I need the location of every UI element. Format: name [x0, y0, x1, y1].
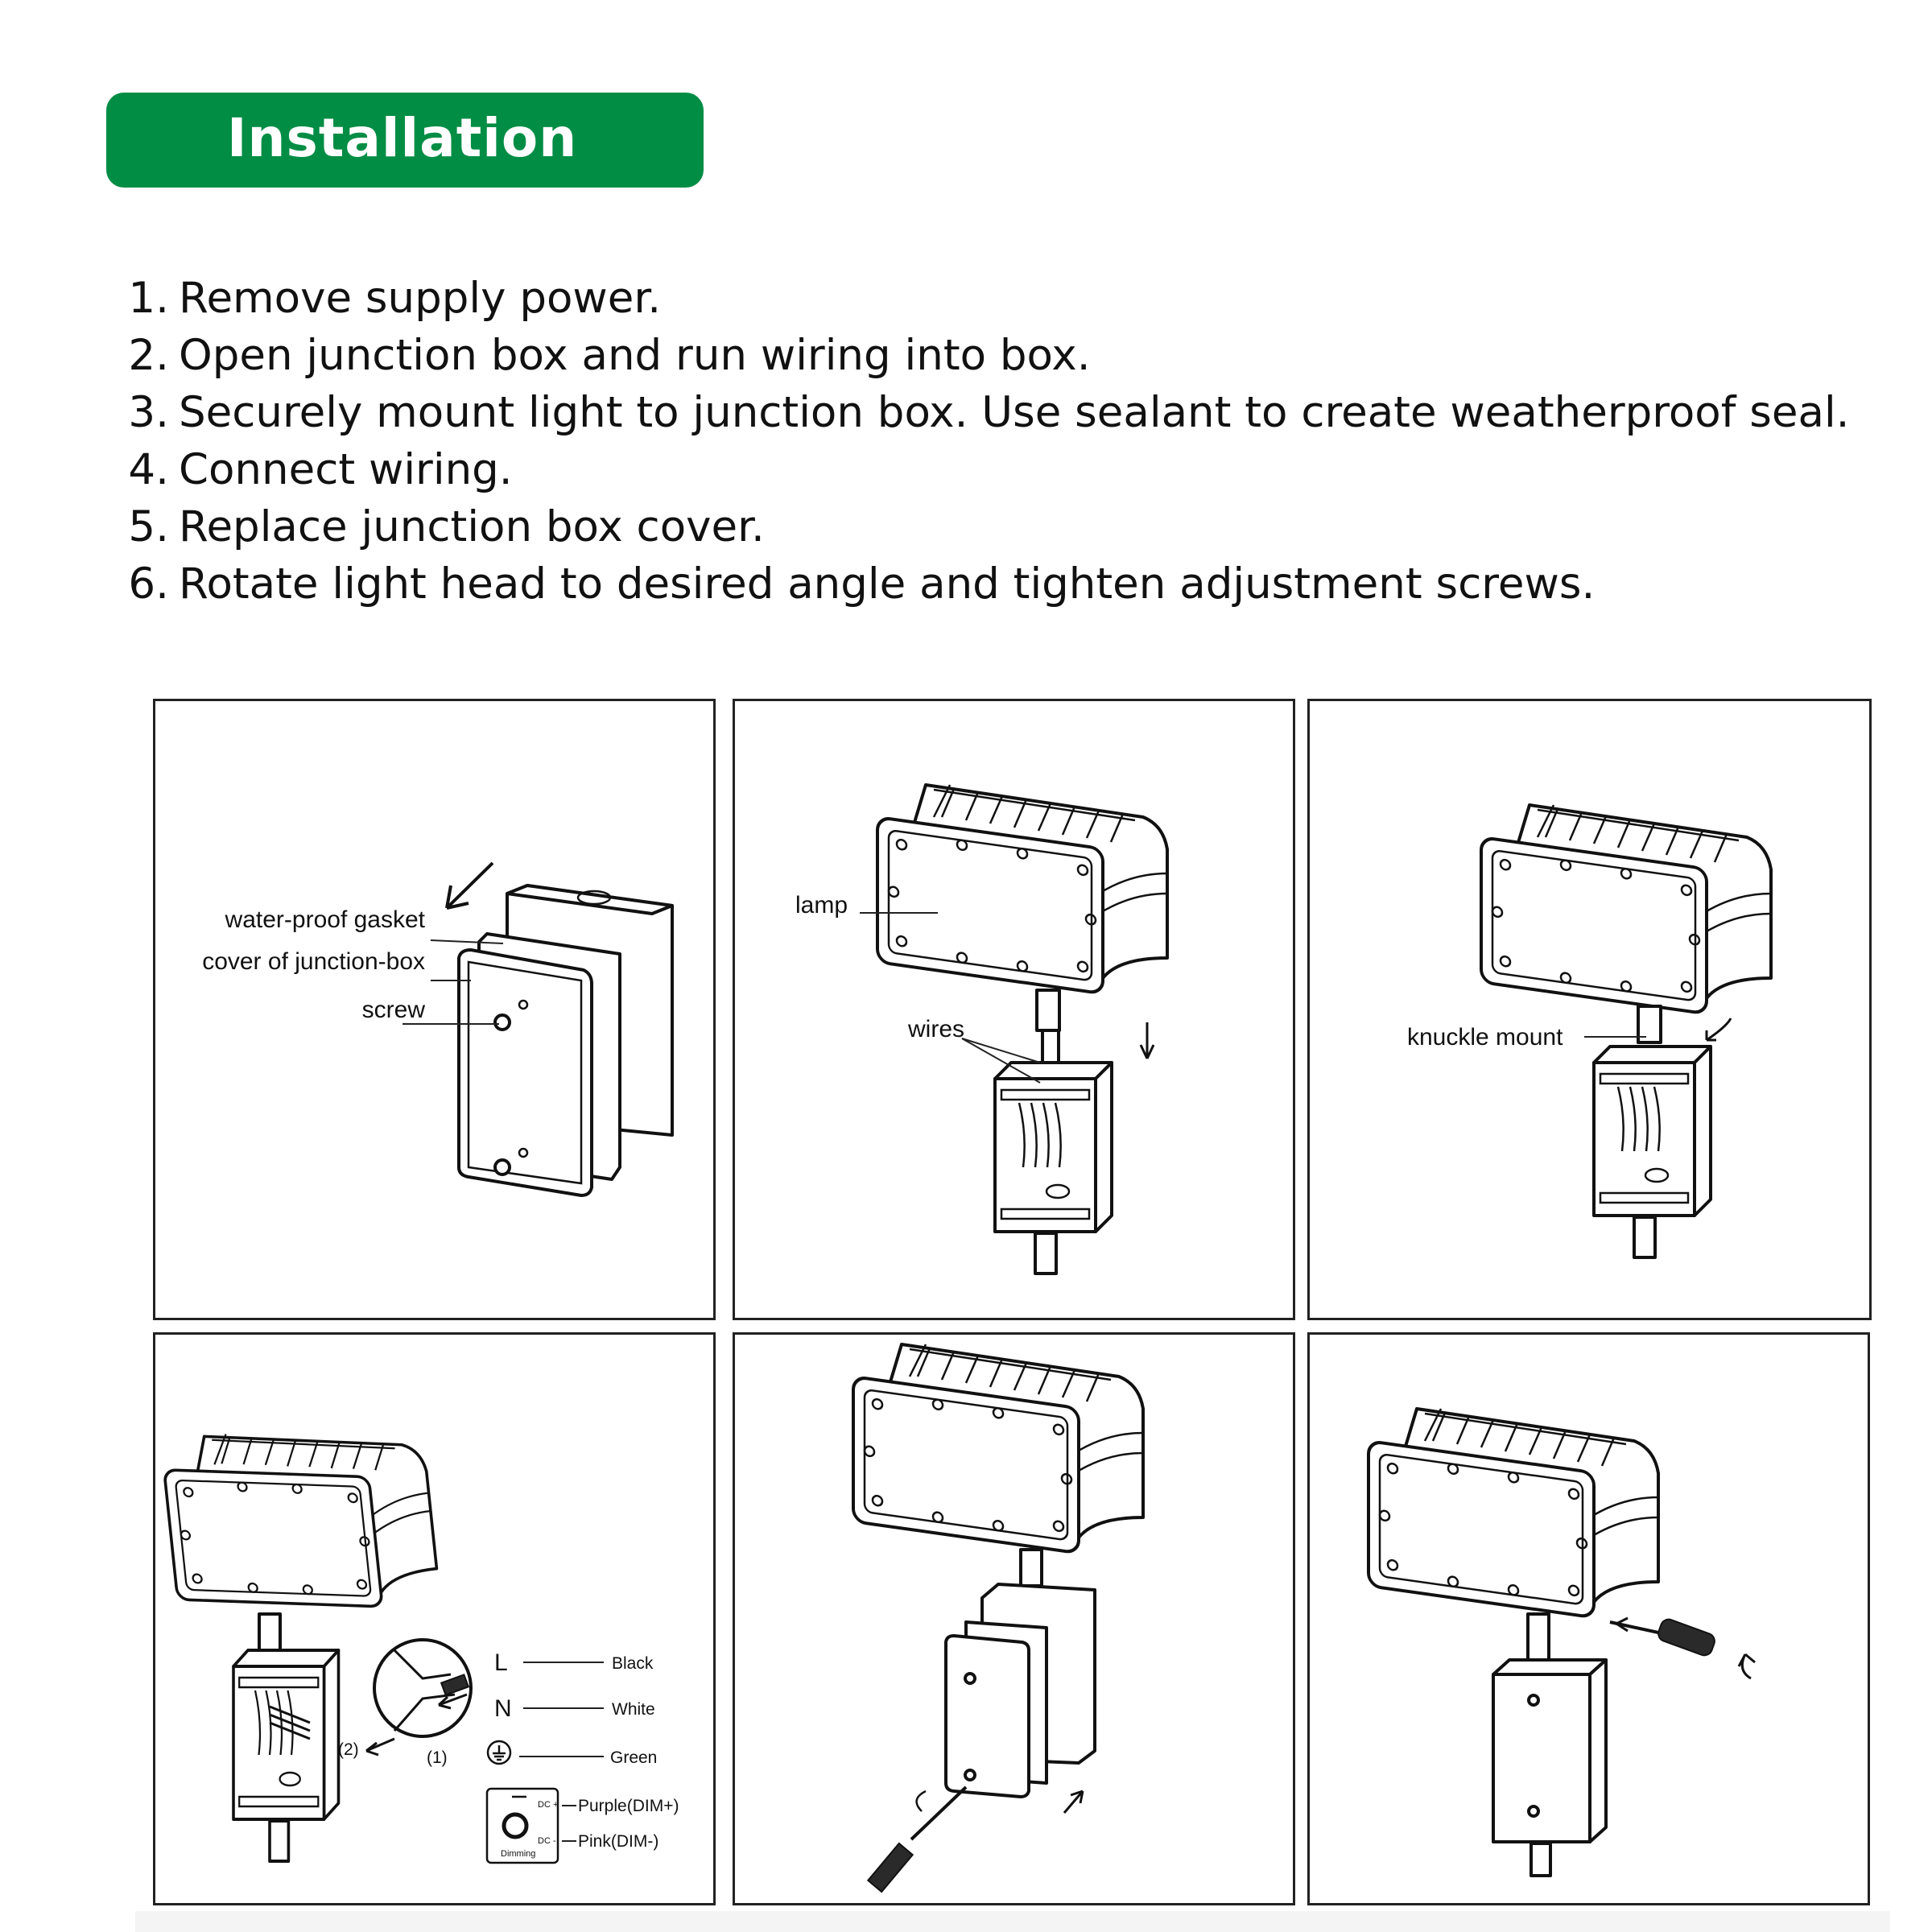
label-junction-cover: cover of junction-box [202, 948, 425, 975]
label-step-2: (2) [338, 1740, 359, 1759]
illustration-remove-cover [447, 863, 672, 1195]
step-number: 6. [128, 559, 169, 609]
label-neutral: N [494, 1695, 512, 1722]
step-number: 3. [128, 388, 169, 437]
label-lamp: lamp [795, 892, 848, 919]
bottom-strip [135, 1911, 1890, 1932]
label-step-1: (1) [427, 1748, 448, 1767]
label-dimming: Dimming [501, 1849, 536, 1859]
label-line: L [494, 1649, 508, 1676]
label-wires: wires [908, 1016, 965, 1042]
illustration-connect-wiring [161, 1414, 558, 1863]
illustration-replace-cover [853, 1344, 1143, 1892]
label-knuckle-mount: knuckle mount [1407, 1024, 1563, 1051]
label-dc-plus: DC + [538, 1800, 559, 1810]
step-number: 5. [128, 502, 169, 551]
section-title: Installation [227, 107, 578, 169]
step-text: Open junction box and run wiring into box. [179, 331, 1091, 380]
step-text: Connect wiring. [179, 445, 513, 494]
label-gasket: water-proof gasket [225, 906, 425, 933]
step-number: 4. [128, 445, 169, 494]
illustration-tighten-screws [1368, 1409, 1755, 1876]
step-text: Rotate light head to desired angle and tighten adjustment screws. [179, 559, 1596, 609]
wire-color-green: Green [610, 1748, 658, 1767]
label-dc-minus: DC - [538, 1836, 556, 1846]
wire-color-pink: Pink(DIM-) [578, 1832, 659, 1851]
wire-color-black: Black [612, 1654, 654, 1673]
step-text: Replace junction box cover. [179, 502, 765, 551]
label-screw: screw [361, 997, 425, 1023]
step-text: Securely mount light to junction box. Use sealant to create weatherproof seal. [179, 388, 1850, 437]
wire-color-white: White [612, 1700, 655, 1719]
wire-color-purple: Purple(DIM+) [578, 1797, 679, 1815]
step-number: 1. [128, 274, 169, 323]
leader-line [962, 1038, 1040, 1063]
step-number: 2. [128, 331, 169, 380]
step-text: Remove supply power. [179, 274, 662, 323]
